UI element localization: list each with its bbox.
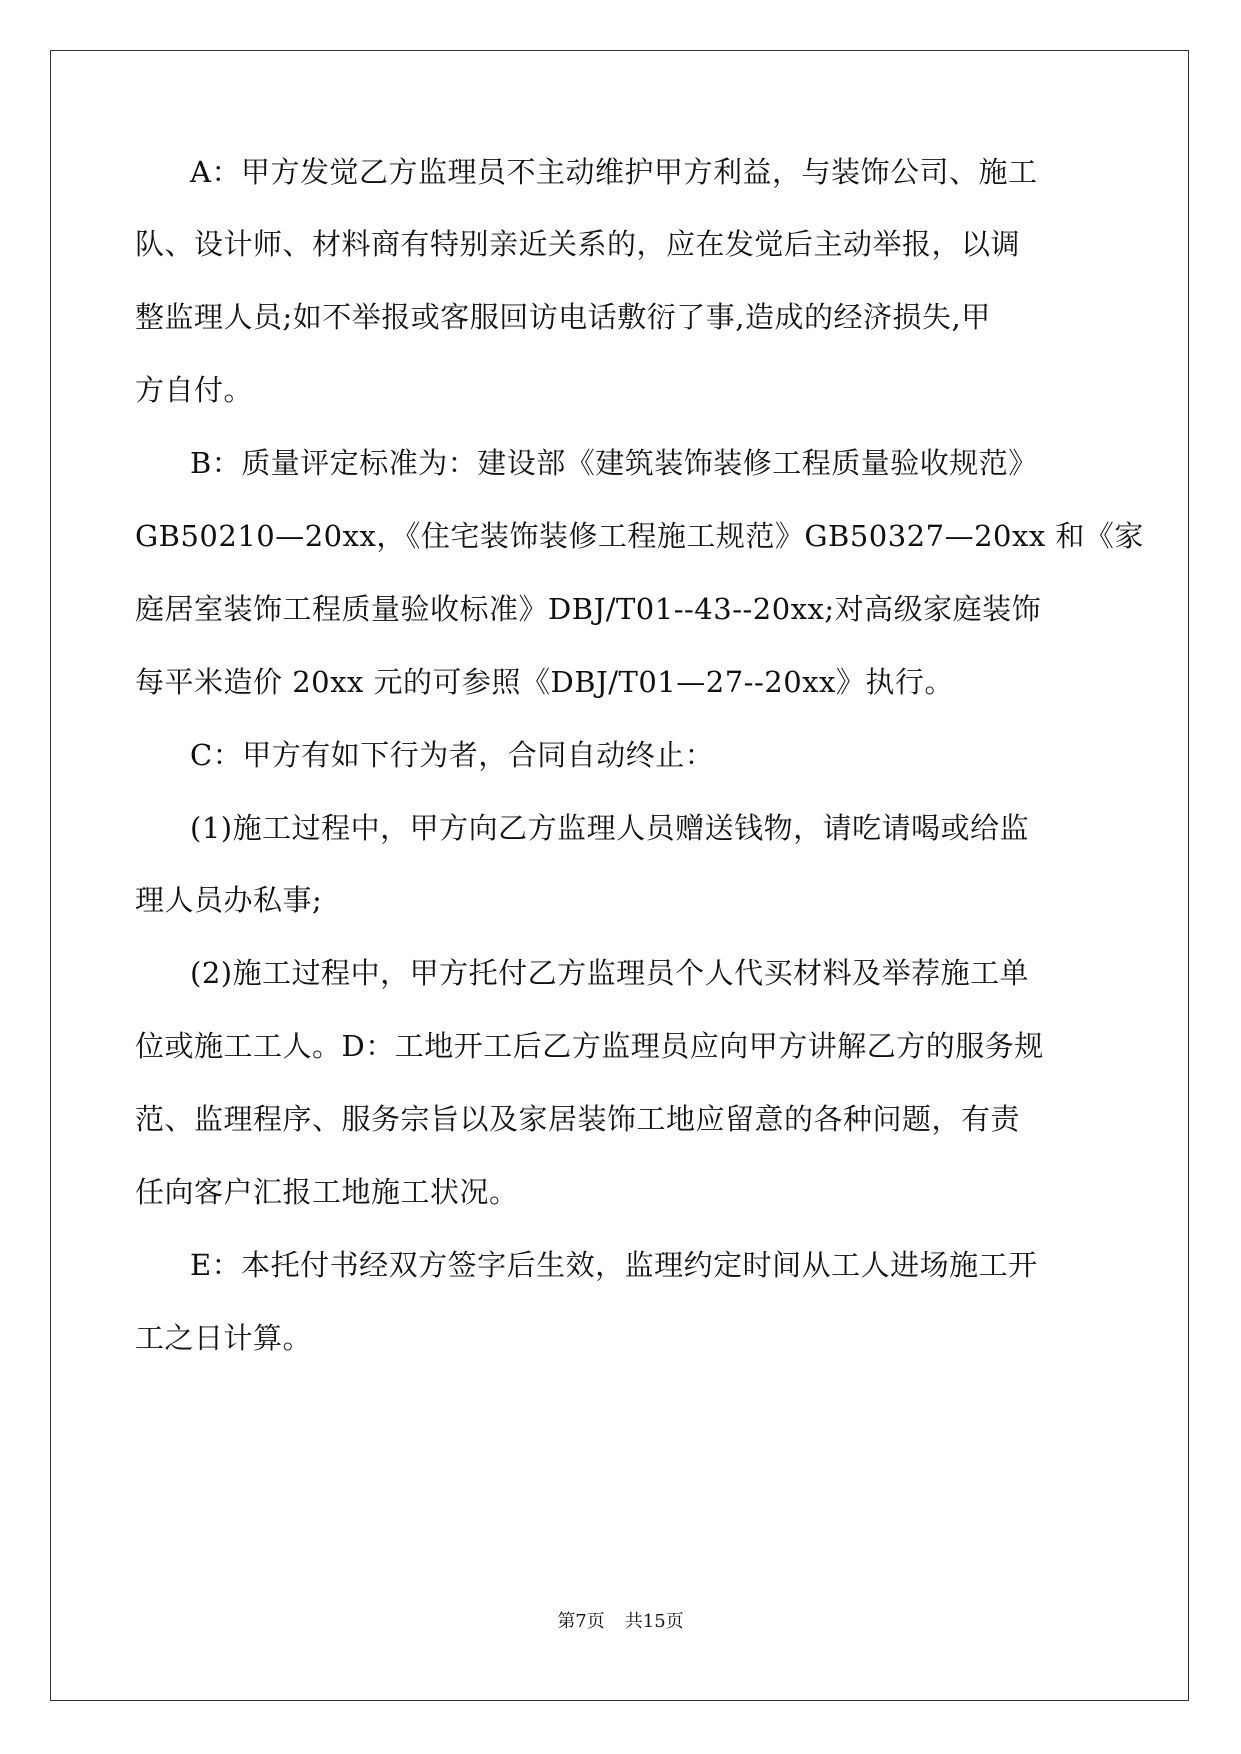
text-line: (2)施工过程中，甲方托付乙方监理员个人代买材料及举荐施工单	[190, 956, 1030, 990]
text-line: C：甲方有如下行为者，合同自动终止：	[190, 738, 715, 772]
text-line: 位或施工工人。D：工地开工后乙方监理员应向甲方讲解乙方的服务规	[135, 1029, 1044, 1063]
text-line: 任向客户汇报工地施工状况。	[135, 1175, 519, 1209]
text-line: 每平米造价 20xx 元的可参照《DBJ/T01—27--20xx》执行。	[135, 665, 954, 699]
text-line: 整监理人员;如不举报或客服回访电话敷衍了事,造成的经济损失,甲	[135, 300, 991, 334]
text-line: 庭居室装饰工程质量验收标准》DBJ/T01--43--20xx;对高级家庭装饰	[135, 592, 1042, 626]
text-line: 方自付。	[135, 373, 254, 407]
text-line: 队、设计师、材料商有特别亲近关系的，应在发觉后主动举报，以调	[135, 227, 1021, 261]
text-line: (1)施工过程中，甲方向乙方监理人员赠送钱物，请吃请喝或给监	[190, 811, 1030, 845]
page-total: 共15页	[624, 1611, 684, 1632]
page-footer	[0, 1610, 1241, 1634]
text-line: E：本托付书经双方签字后生效，监理约定时间从工人进场施工开	[190, 1248, 1038, 1282]
text-line: B：质量评定标准为：建设部《建筑装饰装修工程质量验收规范》	[190, 446, 1038, 480]
text-line: A：甲方发觉乙方监理员不主动维护甲方利益，与装饰公司、施工	[190, 155, 1038, 189]
text-line: 范、监理程序、服务宗旨以及家居装饰工地应留意的各种问题，有责	[135, 1102, 1021, 1136]
text-line: 工之日计算。	[135, 1321, 313, 1355]
text-line: GB50210—20xx，《住宅装饰装修工程施工规范》GB50327—20xx 和《家	[135, 519, 1144, 553]
text-line: 理人员办私事;	[135, 883, 323, 917]
page-number: 第7页	[557, 1611, 605, 1632]
